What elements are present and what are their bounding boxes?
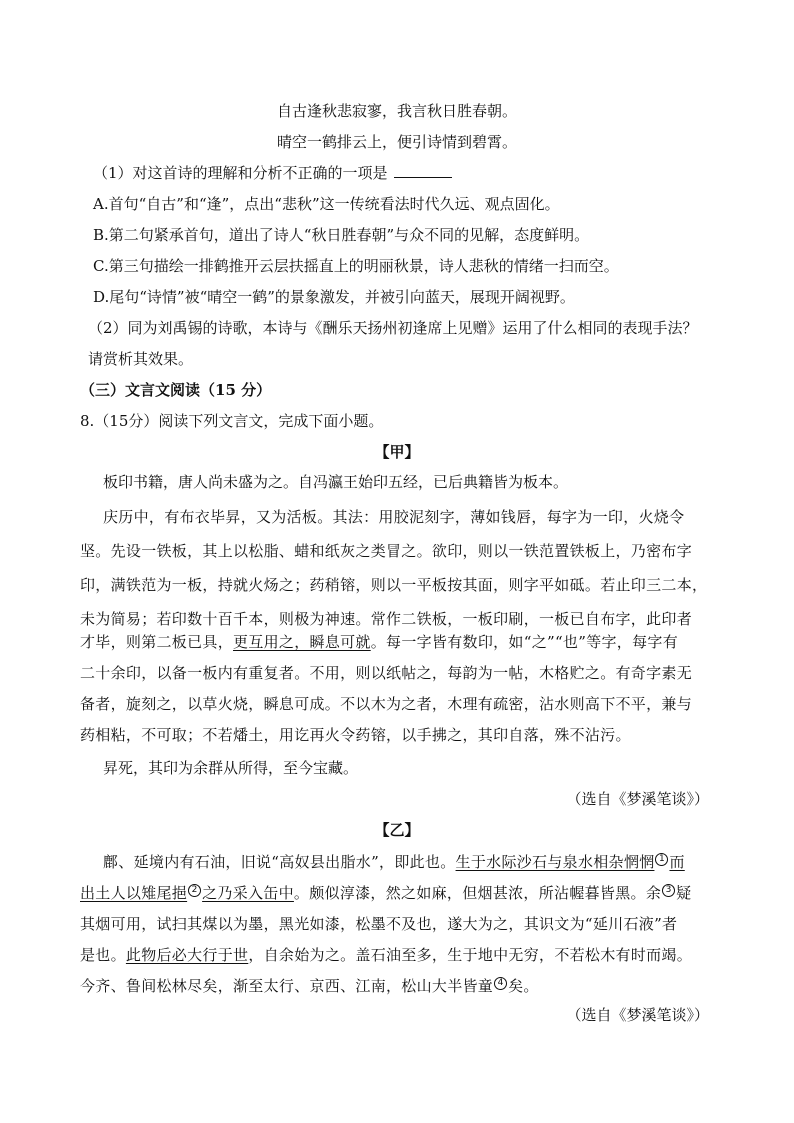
option-c: C.第三句描绘一排鹤推开云层扶摇直上的明丽秋景，诗人悲秋的情绪一扫而空。 bbox=[93, 257, 619, 275]
yi-underlined-phrase-1b: 而 bbox=[669, 853, 685, 871]
passage-yi-title: 【乙】 bbox=[374, 821, 420, 839]
yi-line-4 bbox=[0, 945, 794, 965]
yi-underlined-phrase-2b: 之乃采入缶中 bbox=[202, 884, 294, 902]
jia-paragraph-1: 板印书籍，唐人尚未盛为之。自冯瀛王始印五经，已后典籍皆为板本。 bbox=[103, 473, 569, 491]
jia-line-5-post: 。每一字皆有数印，如“之”“也”等字，每字有 bbox=[370, 633, 678, 651]
jia-line-2: 坚。先设一铁板，其上以松脂、蜡和纸灰之类冒之。欲印，则以一铁范置铁板上，乃密布字 bbox=[80, 542, 693, 560]
note-marker-2: 2 bbox=[188, 884, 201, 897]
jia-line-1: 庆历中，有布衣毕昇，又为活板。其法：用胶泥刻字，薄如钱唇，每字为一印，火烧令 bbox=[103, 508, 685, 526]
jia-line-5 bbox=[0, 632, 794, 652]
yi-line-2-post: 。颇似淳漆，然之如麻，但烟甚浓，所沾幄暮皆黑。余 bbox=[293, 884, 662, 902]
yi-line-3: 其烟可用，试扫其煤以为墨，黑光如漆，松墨不及也，遂大为之，其识文为“延川石液”者 bbox=[80, 915, 678, 933]
yi-line-4-pre: 是也。 bbox=[80, 946, 126, 964]
yi-line-2 bbox=[0, 883, 794, 903]
option-b: B.第二句紧承首句，道出了诗人“秋日胜春朝”与众不同的见解，态度鲜明。 bbox=[93, 226, 590, 244]
yi-line-5-pre: 今齐、鲁间松林尽矣，渐至太行、京西、江南，松山大半皆童 bbox=[80, 977, 494, 995]
jia-line-6: 二十余印，以备一板内有重复者。不用，则以纸帖之，每韵为一帖，木格贮之。有奇字素无 bbox=[80, 664, 693, 682]
jia-source: （选自《梦溪笔谈》） bbox=[566, 790, 709, 808]
yi-underlined-phrase-1: 生于水际沙石与泉水相杂惘惘 bbox=[455, 853, 655, 871]
jia-line-8: 药相粘，不可取；不若燔土，用讫再火令药镕，以手拂之，其印自落，殊不沾污。 bbox=[80, 726, 631, 744]
section-heading: （三）文言文阅读（15 分） bbox=[80, 381, 272, 399]
option-d: D.尾句“诗情”被“晴空一鹤”的景象激发，并被引向蓝天，展现开阔视野。 bbox=[93, 288, 575, 306]
jia-paragraph-3: 昇死，其印为余群从所得，至今宝藏。 bbox=[103, 759, 359, 777]
note-marker-1: 1 bbox=[655, 853, 668, 866]
option-a: A.首句“自古”和“逢”，点出“悲秋”这一传统看法时代久远、观点固化。 bbox=[93, 195, 560, 213]
yi-underlined-phrase-3: 此物后必大行于世 bbox=[125, 946, 249, 964]
poem-line-1: 自古逢秋悲寂寥，我言秋日胜春朝。 bbox=[276, 102, 517, 120]
question-8-stem: 8.（15分）阅读下列文言文，完成下面小题。 bbox=[80, 412, 384, 430]
jia-line-5-pre: 才毕，则第二板已具， bbox=[80, 633, 234, 651]
yi-line-2-end: 疑 bbox=[676, 884, 692, 902]
jia-line-7: 备者，旋刻之，以草火烧，瞬息可成。不以木为之者，木理有疏密，沾水则高下不平，兼与 bbox=[80, 695, 693, 713]
yi-line-5 bbox=[0, 976, 794, 996]
note-marker-3: 3 bbox=[662, 884, 675, 897]
jia-line-3: 印，满铁范为一板，持就火炀之；药稍镕，则以一平板按其面，则字平如砥。若止印三二本， bbox=[80, 576, 708, 594]
jia-underlined-phrase: 更互用之，瞬息可就 bbox=[233, 633, 371, 651]
note-marker-4: 4 bbox=[494, 977, 507, 990]
answer-blank bbox=[394, 163, 452, 178]
yi-underlined-phrase-2: 出土人以雉尾挹 bbox=[80, 884, 188, 902]
question-2-line-2: 请赏析其效果。 bbox=[88, 350, 194, 368]
question-2-line-1: （2）同为刘禹锡的诗歌，本诗与《酬乐天扬州初逢席上见赠》运用了什么相同的表现手法？ bbox=[88, 319, 698, 337]
yi-line-1-pre: 鄜、延境内有石油，旧说“高奴县出脂水”，即此也。 bbox=[103, 853, 456, 871]
jia-line-4: 未为简易；若印数十百千本，则极为神速。常作二铁板，一板印刷，一板已自布字，此印者 bbox=[80, 610, 693, 628]
yi-line-1 bbox=[0, 852, 794, 872]
question-1-stem bbox=[0, 163, 794, 183]
yi-source: （选自《梦溪笔谈》） bbox=[566, 1006, 709, 1024]
yi-line-5-post: 矣。 bbox=[508, 977, 539, 995]
yi-line-4-post: ，自余始为之。盖石油至多，生于地中无穷，不若松木有时而竭。 bbox=[248, 946, 693, 964]
question-1-stem-text: （1）对这首诗的理解和分析不正确的一项是 bbox=[93, 164, 388, 182]
passage-jia-title: 【甲】 bbox=[374, 443, 420, 461]
poem-line-2: 晴空一鹤排云上，便引诗情到碧霄。 bbox=[276, 133, 517, 151]
